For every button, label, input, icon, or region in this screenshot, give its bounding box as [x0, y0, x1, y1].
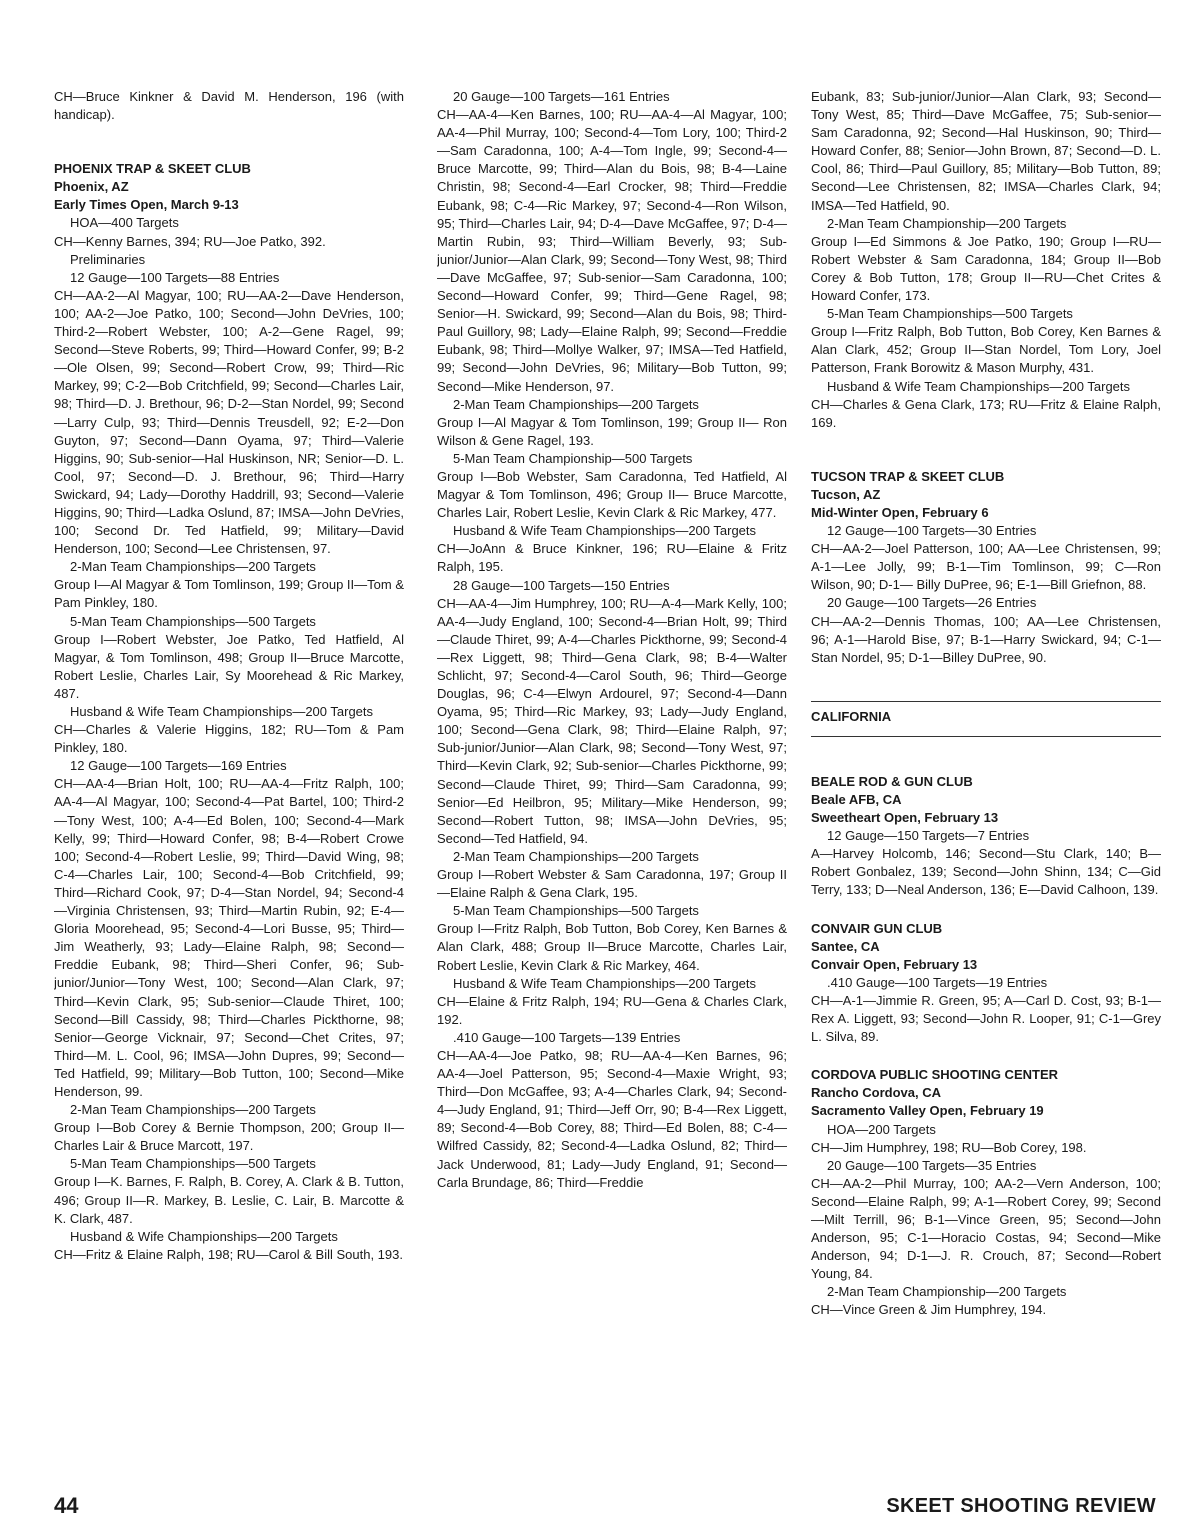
results-paragraph: CH—AA-2—Joel Patterson, 100; AA—Lee Christensen, 99; A-1—Lee Jolly, 99; B-1—Tim Tomlinson, 99; C—Ron Wilson, 90; D-1— Billy DuPree, 96; E-1—Bill Griefnon, 88.	[811, 541, 1161, 593]
event-subheading: 2-Man Team Championships—200 Targets	[70, 1102, 316, 1118]
results-paragraph: CH—Vince Green & Jim Humphrey, 194.	[811, 1302, 1047, 1318]
club-name: TUCSON TRAP & SKEET CLUB	[811, 468, 1005, 484]
results-paragraph: Group I—Al Magyar & Tom Tomlinson, 199; Group II—Tom & Pam Pinkley, 180.	[54, 577, 404, 611]
event-subheading: Husband & Wife Championships—200 Targets	[70, 1228, 338, 1244]
event-subheading: 12 Gauge—100 Targets—169 Entries	[70, 758, 287, 774]
results-paragraph: Group I—Fritz Ralph, Bob Tutton, Bob Corey, Ken Barnes & Alan Clark, 488; Group II—Bruce Marcotte, Charles Lair, Robert Leslie, Kevin Clark & Ric Markey, 464.	[437, 921, 787, 973]
results-paragraph: CH—AA-2—Dennis Thomas, 100; AA—Lee Christensen, 96; A-1—Harold Bise, 97; B-1—Harry Swickard, 94; C-1—Stan Nordel, 95; D-1—Billey DuPree, 90.	[811, 613, 1161, 665]
results-paragraph: Group I—Bob Corey & Bernie Thompson, 200; Group II—Charles Lair & Bruce Marcott, 197.	[54, 1120, 404, 1154]
results-paragraph: CH—Bruce Kinkner & David M. Henderson, 196 (with handicap).	[54, 89, 404, 123]
results-paragraph: CH—AA-4—Ken Barnes, 100; RU—AA-4—Al Magyar, 100; AA-4—Phil Murray, 100; Second-4—Tom Lory, 100; Third-2—Sam Caradonna, 100; A-4—Tom Ingle, 99; Second-4—Bruce Marcotte, 99; Third—Alan du Bois, 98; B-4—Laine Christin, 98; Second-4—Earl Crocker, 98; Third—Freddie Eubank, 98; C-4—Ric Markey, 97; Second-4—Ron Wilson, 95; Third—Charles Lair, 94; D-4—Dave McGaffee, 97; D-4—Martin Rubin, 93; Third—William Beverly, 93; Sub-junior/Junior—Alan Clark, 99; Second—Tony West, 98; Third—Dave McGaffee, 97; Sub-senior—Sam Caradonna, 100; Second—Howard Confer, 99; Third—Gene Ragel, 98; Senior—H. Swickard, 99; Second—Alan du Bois, 98; Third-Paul Guillory, 98; Lady—Elaine Ralph, 99; Second—Freddie Eubank, 98; Third—Mollye Walker, 97; IMSA—Ted Hatfield, 99; Second—John DeVries, 96; Military—Bob Tutton, 99; Second—Mike Henderson, 97.	[437, 107, 787, 394]
event-title: Mid-Winter Open, February 6	[811, 504, 989, 520]
event-subheading: Husband & Wife Team Championships—200 Targets	[70, 704, 374, 719]
results-paragraph: CH—Jim Humphrey, 198; RU—Bob Corey, 198.	[811, 1139, 1087, 1155]
event-subheading: 5-Man Team Championships—500 Targets	[827, 306, 1073, 322]
event-subheading: 5-Man Team Championships—500 Targets	[70, 613, 316, 629]
event-subheading: 5-Man Team Championship—500 Targets	[453, 450, 693, 466]
club-location: Tucson, AZ	[811, 486, 881, 502]
event-subheading: HOA—400 Targets	[70, 215, 179, 231]
event-title: Convair Open, February 13	[811, 956, 978, 972]
results-paragraph: Group I—Ed Simmons & Joe Patko, 190; Group I—RU—Robert Webster & Sam Caradonna, 184; Group II—Bob Corey & Bob Tutton, 178; Group II—RU—Chet Crites & Howard Confer, 173.	[811, 233, 1161, 304]
event-title: Sweetheart Open, February 13	[811, 810, 999, 826]
results-paragraph: CH—Charles & Valerie Higgins, 182; RU—Tom & Pam Pinkley, 180.	[54, 722, 404, 756]
results-paragraph: Group I—Bob Webster, Sam Caradonna, Ted Hatfield, Al Magyar & Tom Tomlinson, 496; Group II— Bruce Marcotte, Charles Lair, Robert Leslie, Kevin Clark & Ric Markey, 477.	[437, 468, 787, 521]
results-paragraph: CH—Charles & Gena Clark, 173; RU—Fritz & Elaine Ralph, 169.	[811, 396, 1161, 430]
results-paragraph: Group I—Fritz Ralph, Bob Tutton, Bob Corey, Ken Barnes & Alan Clark, 452; Group II—Stan Nordel, Tom Lory, Joel Patterson, Frank Borowitz & Mason Murphy, 431.	[811, 324, 1161, 376]
results-paragraph: A—Harvey Holcomb, 146; Second—Stu Clark, 140; B—Robert Gonbalez, 139; Second—John Shinn, 134; C—Gid Terry, 133; D—Neal Anderson, 136; E—David Calhoon, 139.	[811, 846, 1161, 898]
event-subheading: 20 Gauge—100 Targets—161 Entries	[453, 89, 670, 104]
event-subheading: 12 Gauge—150 Targets—7 Entries	[827, 828, 1030, 844]
spacer	[54, 124, 404, 150]
event-subheading: 20 Gauge—100 Targets—35 Entries	[827, 1157, 1037, 1173]
event-subheading: 5-Man Team Championships—500 Targets	[453, 903, 699, 919]
spacer	[811, 667, 1161, 693]
club-name: CONVAIR GUN CLUB	[811, 920, 943, 936]
results-paragraph: CH—AA-2—Al Magyar, 100; RU—AA-2—Dave Henderson, 100; AA-2—Joe Patko, 100; Second—John DeVries, 100; Third-2—Robert Webster, 100; A-2—Gene Ragel, 99; Second—Steve Roberts, 99; Third—Howard Confer, 99; B-2—Ole Olsen, 99; Second—Robert Crow, 99; Third—Ric Markey, 99; C-2—Bob Critchfield, 99; Second—Charles Lair, 98; Third—D. J. Brethour, 96; D-2—Stan Nordel, 99; Second—Larry Culp, 93; Third—Dennis Treusdell, 92; E-2—Don Guyton, 97; Second—Dann Oyama, 97; Third—Valerie Higgins, 90; Sub-senior—Hal Huskinson, NR; Senior—D. L. Cool, 97; Second—D. J. Brethour, 96; Third—Harry Swickard, 94; Lady—Dorothy Haddrill, 93; Second—Valerie Higgins, 90; Third—Ladka Oslund, 87; IMSA—John DeVries, 100; Second Dr. Ted Hatfield, 99; Military—David Henderson, 100; Second—Lee Christensen, 97.	[54, 287, 404, 557]
results-paragraph: CH—Kenny Barnes, 394; RU—Joe Patko, 392.	[54, 233, 326, 249]
club-name: PHOENIX TRAP & SKEET CLUB	[54, 161, 251, 177]
column-1	[54, 88, 404, 1488]
event-subheading: 28 Gauge—100 Targets—150 Entries	[453, 577, 670, 593]
column-2	[437, 88, 787, 1488]
event-subheading: Husband & Wife Team Championships—200 Targets	[827, 378, 1131, 394]
results-paragraph: Group I—Al Magyar & Tom Tomlinson, 199; Group II— Ron Wilson & Gene Ragel, 193.	[437, 414, 787, 448]
event-subheading: HOA—200 Targets	[827, 1121, 936, 1137]
results-paragraph: CH—AA-4—Jim Humphrey, 100; RU—A-4—Mark Kelly, 100; AA-4—Judy England, 100; Second-4—Brian Holt, 99; Third—Claude Thiret, 99; A-4—Charles Pickthorne, 99; Second-4—Rex Liggett, 98; Third—Gena Clark, 98; B-4—Walter Schlicht, 97; Second-4—Carol South, 96; Third—George Douglas, 96; C-4—Elwyn Ardourel, 97; Second-4—Dann Oyama, 95; Third—Ric Markey, 93; Lady—Judy England, 100; Second—Gena Clark, 98; Third—Elaine Ralph, 97; Sub-junior/Junior—Alan Clark, 98; Second—Tony West, 97; Third—Kevin Clark, 92; Sub-senior—Charles Pickthorne, 99; Second—Claude Thiret, 99; Third—Sam Caradonna, 99; Senior—Ed Heilbron, 95; Military—Mike Henderson, 99; Second—Robert Tutton, 98; IMSA—John DeVries, 95; Second—Ted Hatfield, 94.	[437, 595, 787, 846]
event-subheading: 2-Man Team Championships—200 Targets	[453, 848, 699, 864]
event-title: Sacramento Valley Open, February 19	[811, 1103, 1044, 1119]
publication-title: SKEET SHOOTING REVIEW	[886, 1495, 1156, 1517]
event-subheading: 2-Man Team Championships—200 Targets	[453, 396, 699, 412]
results-paragraph: CH—Fritz & Elaine Ralph, 198; RU—Carol & Bill South, 193.	[54, 1246, 403, 1262]
event-subheading: 2-Man Team Championship—200 Targets	[827, 215, 1067, 231]
spacer	[811, 900, 1161, 910]
club-location: Phoenix, AZ	[54, 179, 129, 195]
club-name: BEALE ROD & GUN CLUB	[811, 773, 973, 789]
spacer	[811, 432, 1161, 458]
event-subheading: 2-Man Team Championship—200 Targets	[827, 1284, 1067, 1300]
page-number: 44	[54, 1493, 79, 1518]
results-paragraph: CH—AA-4—Joe Patko, 98; RU—AA-4—Ken Barnes, 96; AA-4—Joel Patterson, 95; Second-4—Maxie Wright, 93; Third—Don McGaffee, 93; A-4—Charles Clark, 94; Second-4—Judy England, 91; Third—Jeff Orr, 90; B-4—Rex Liggett, 89; Second-4—Bob Corey, 88; Third—Ed Bolen, 88; C-4—Wilfred Cassidy, 82; Second-4—Ladka Oslund, 82; Third—Jack Underwood, 81; Lady—Judy England, 91; Second—Carla Brundage, 86; Third—Freddie	[437, 1047, 787, 1190]
club-location: Beale AFB, CA	[811, 792, 902, 807]
results-paragraph: Eubank, 83; Sub-junior/Junior—Alan Clark, 93; Second—Tony West, 85; Third—Dave McGaffee, 75; Sub-senior—Sam Caradonna, 92; Second—Hal Huskinson, 90; Third—Howard Confer, 88; Senior—John Brown, 87; Second—D. L. Cool, 86; Third—Paul Guillory, 85; Military—Bob Tutton, 89; Second—Lee Christensen, 82; IMSA—Charles Clark, 94; IMSA—Ted Hatfield, 90.	[811, 89, 1161, 213]
event-subheading: 20 Gauge—100 Targets—26 Entries	[827, 595, 1037, 611]
event-title: Early Times Open, March 9-13	[54, 197, 239, 213]
results-paragraph: Group I—K. Barnes, F. Ralph, B. Corey, A. Clark & B. Tutton, 496; Group II—R. Markey, B. Leslie, C. Lair, B. Marcotte & K. Clark, 487.	[54, 1174, 404, 1226]
results-paragraph: CH—A-1—Jimmie R. Green, 95; A—Carl D. Cost, 93; B-1—Rex A. Liggett, 93; Second—John R. Looper, 91; C-1—Grey L. Silva, 89.	[811, 992, 1161, 1045]
results-paragraph: CH—AA-2—Phil Murray, 100; AA-2—Vern Anderson, 100; Second—Elaine Ralph, 99; A-1—Robert Corey, 99; Second—Milt Terrill, 96; B-1—Vince Green, 95; Second—John Anderson, 95; C-1—Horacio Costas, 94; Second—Mike Anderson, 94; D-1—J. R. Crouch, 87; Second—Robert Young, 84.	[811, 1175, 1161, 1282]
club-location: Santee, CA	[811, 938, 880, 954]
column-3	[811, 88, 1161, 1488]
event-subheading: .410 Gauge—100 Targets—19 Entries	[827, 974, 1048, 990]
event-subheading: .410 Gauge—100 Targets—139 Entries	[453, 1029, 681, 1045]
event-subheading: Preliminaries	[70, 251, 146, 267]
event-subheading: Husband & Wife Team Championships—200 Targets	[453, 523, 757, 539]
results-paragraph: Group I—Robert Webster & Sam Caradonna, 197; Group II—Elaine Ralph & Gena Clark, 195.	[437, 867, 787, 901]
event-subheading: 12 Gauge—100 Targets—30 Entries	[827, 523, 1037, 539]
event-subheading: 12 Gauge—100 Targets—88 Entries	[70, 269, 280, 285]
club-location: Rancho Cordova, CA	[811, 1085, 942, 1101]
state-heading: CALIFORNIA	[811, 702, 1161, 737]
results-paragraph: CH—JoAnn & Bruce Kinkner, 196; RU—Elaine & Fritz Ralph, 195.	[437, 541, 787, 575]
event-subheading: 2-Man Team Championships—200 Targets	[70, 559, 316, 575]
results-paragraph: CH—AA-4—Brian Holt, 100; RU—AA-4—Fritz Ralph, 100; AA-4—Al Magyar, 100; Second-4—Pat Bartel, 100; Third-2—Tony West, 100; A-4—Ed Bolen, 100; Second-4—Mark Kelly, 99; Third—Howard Confer, 98; B-4—Robert Crowe 100; Second-4—Robert Leslie, 99; Third—David Wing, 98; C-4—Charles Lair, 100; Second-4—Bob Critchfield, 99; Third—Richard Cook, 97; D-4—Stan Nordel, 94; Second-4—Virginia Christensen, 93; Third—Martin Rubin, 92; E-4—Gloria Moorehead, 95; Second-4—Lori Busse, 95; Third—Jim Weatherly, 93; Lady—Elaine Ralph, 98; Second—Freddie Eubank, 98; Third—Sheri Confer, 96; Sub-junior/Junior—Tony West, 100; Second—Alan Clark, 97; Third—Kevin Clark, 95; Sub-senior—Claude Thiret, 100; Second—Bill Cassidy, 98; Third—Charles Pickthorne, 98; Senior—George Vicknair, 97; Second—Chet Crites, 97; Third—M. L. Cool, 96; IMSA—John Dupres, 99; Second—Ted Hatfield, 99; Military—Bob Tutton, 100; Second—Mike Henderson, 99.	[54, 776, 404, 1099]
club-name: CORDOVA PUBLIC SHOOTING CENTER	[811, 1067, 1059, 1083]
spacer	[811, 737, 1161, 763]
results-paragraph: Group I—Robert Webster, Joe Patko, Ted Hatfield, Al Magyar, & Tom Tomlinson, 498; Group II—Bruce Marcotte, Robert Leslie, Charles Lair, Sy Moorehead & Ric Markey, 487.	[54, 631, 404, 701]
event-subheading: Husband & Wife Team Championships—200 Targets	[453, 975, 757, 991]
spacer	[811, 1046, 1161, 1056]
results-paragraph: CH—Elaine & Fritz Ralph, 194; RU—Gena & Charles Clark, 192.	[437, 993, 787, 1027]
event-subheading: 5-Man Team Championships—500 Targets	[70, 1156, 316, 1172]
